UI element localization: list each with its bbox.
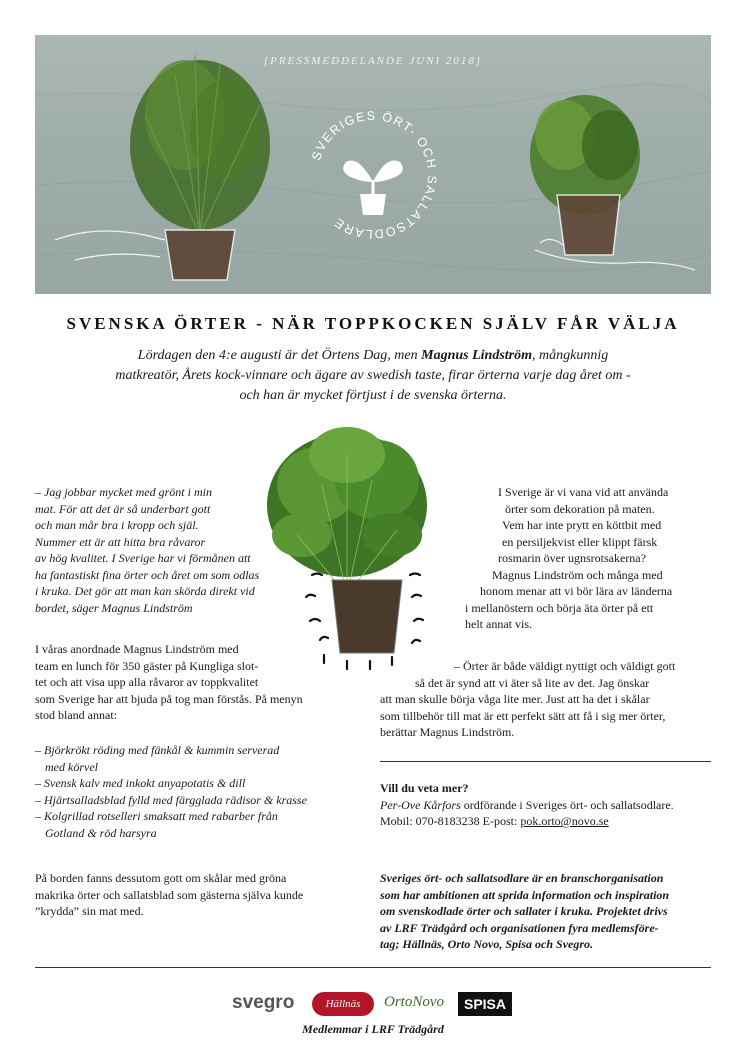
menu-item-text: – Björkrökt röding med fänkål & kummin serverad bbox=[35, 743, 280, 757]
sprout-icon bbox=[343, 161, 403, 215]
menu-item-text: med körvel bbox=[45, 759, 98, 774]
text-line: ha fantastiskt fina örter och året om som odlas bbox=[35, 567, 260, 582]
text-line: berättar Magnus Lindström. bbox=[380, 725, 515, 739]
text-line: tet och att visa upp alla råvaror av toppkvalitet bbox=[35, 675, 259, 689]
menu-list bbox=[35, 742, 365, 841]
text-line: Magnus Lindström och många med bbox=[492, 567, 663, 582]
logo-circular-text: SVERIGES ÖRT- OCH SALLATSODLARE bbox=[309, 108, 440, 242]
text-line: en persiljekvist eller klippt färsk bbox=[502, 534, 658, 549]
herb-plant-image bbox=[530, 95, 695, 270]
email-link[interactable]: pok.orto@novo.se bbox=[520, 814, 609, 828]
svegro-logo: svegro bbox=[232, 992, 295, 1013]
about-block bbox=[380, 870, 711, 953]
spisa-logo-text: SPISA bbox=[463, 996, 506, 1012]
association-logo bbox=[298, 100, 448, 250]
text-line: som har ambitionen att sprida information och inspiration bbox=[380, 887, 670, 902]
headline: SVENSKA ÖRTER - NÄR TOPPKOCKEN SJÄLV FÅR VÄLJA bbox=[66, 314, 680, 333]
hallnas-logo bbox=[312, 992, 374, 1016]
text-line: om svenskodlade örter och sallater i kruka. Projektet drivs bbox=[380, 904, 668, 918]
divider bbox=[380, 761, 711, 762]
menu-item-text: Gotland & röd harsyra bbox=[45, 825, 157, 840]
text-line: Sveriges ört- och sallatsodlare är en branschorganisation bbox=[380, 871, 664, 885]
text-line: som Sverige har att bjuda på tog man förstås. På menyn bbox=[35, 691, 303, 706]
left-paragraph-bowls bbox=[35, 870, 365, 920]
text-line: ”krydda” sin mat med. bbox=[35, 904, 144, 918]
right-paragraph-quote bbox=[380, 658, 711, 741]
text-line: team en lunch för 350 gäster på Kungliga slot- bbox=[35, 658, 259, 673]
menu-item-text: – Svensk kalv med inkokt anyapotatis & dill bbox=[35, 776, 246, 790]
spisa-logo bbox=[458, 992, 512, 1016]
text-line: tag; Hällnäs, Orto Novo, Spisa och Svegro. bbox=[380, 937, 594, 951]
lead-name: Magnus Lindström bbox=[421, 348, 532, 363]
text-line: mat. För att det är så underbart gott bbox=[35, 501, 211, 516]
text-line: På borden fanns dessutom gott om skålar med gröna bbox=[35, 871, 287, 885]
text-line: I våras anordnade Magnus Lindström med bbox=[35, 642, 239, 656]
text-line: stod bland annat: bbox=[35, 708, 117, 722]
member-logos bbox=[0, 990, 746, 1020]
text-line: rosmarin över ugnsrotsakerna? bbox=[498, 551, 646, 565]
contact-person bbox=[380, 797, 711, 814]
text-line: som tillbehör till mat är ett perfekt sätt att få i sig mer örter, bbox=[380, 708, 666, 723]
text-line: I Sverige är vi vana vid att använda bbox=[498, 485, 669, 499]
lead-line-3: och han är mycket förtjust i de svenska örterna. bbox=[239, 388, 507, 403]
contact-phone-email bbox=[380, 813, 711, 830]
text-line: av LRF Trädgård och organisationen fyra medlemsföre- bbox=[380, 920, 659, 935]
text-line: – Jag jobbar mycket med grönt i min bbox=[35, 485, 212, 499]
contact-heading: Vill du veta mer? bbox=[380, 781, 469, 795]
text-line: örter som dekoration på maten. bbox=[505, 501, 655, 516]
press-release-label: [PRESSMEDDELANDE JUNI 2018] bbox=[263, 55, 483, 67]
text-line: Vem har inte prytt en köttbit med bbox=[502, 518, 662, 532]
footer-caption: Medlemmar i LRF Trädgård bbox=[302, 1022, 444, 1036]
hallnas-logo-text: Hällnäs bbox=[325, 998, 361, 1010]
contact-role: ordförande i Sveriges ört- och sallatsodlare. bbox=[460, 797, 674, 812]
right-paragraph-intro bbox=[380, 484, 711, 633]
text-line: makrika örter och sallatsblad som gästerna själva kunde bbox=[35, 887, 304, 902]
lead-paragraph bbox=[80, 346, 666, 406]
bottom-divider bbox=[35, 967, 711, 968]
lead-line-2: matkreatör, Årets kock-vinnare och ägare av swedish taste, firar örterna varje dag året om - bbox=[115, 368, 631, 383]
text-line: i mellanöstern och börja äta örter på ett bbox=[465, 600, 654, 615]
text-line: så det är synd att vi äter så lite av det. Jag önskar bbox=[415, 675, 650, 690]
contact-phone: Mobil: 070-8183238 E-post: bbox=[380, 814, 521, 828]
svg-text:SVERIGES ÖRT- OCH SALLATSODLAR bbox=[309, 109, 439, 241]
text-line: att man skulle börja våga lite mer. Just att ha det i skålar bbox=[380, 692, 650, 706]
contact-name: Per-Ove Kårfors bbox=[380, 797, 461, 812]
menu-item bbox=[35, 775, 365, 792]
ortonovo-logo: OrtoNovo bbox=[384, 994, 444, 1010]
menu-item-text: – Kolgrillad rotselleri smaksatt med rabarber från bbox=[35, 809, 278, 823]
text-line: bordet, säger Magnus Lindström bbox=[35, 600, 193, 615]
text-line: helt annat vis. bbox=[465, 617, 532, 631]
lead-text: , mångkunnig bbox=[532, 348, 609, 363]
menu-item bbox=[35, 742, 365, 775]
text-line: i kruka. Det gör att man kan skörda direkt vid bbox=[35, 584, 255, 598]
menu-item bbox=[35, 792, 365, 809]
text-line: och man mår bra i kropp och själ. bbox=[35, 518, 199, 532]
text-line: – Örter är både väldigt nyttigt och väldigt gott bbox=[454, 659, 676, 673]
left-paragraph-lunch bbox=[35, 641, 365, 724]
hero-banner bbox=[35, 35, 711, 294]
dill-plant-image bbox=[55, 55, 270, 280]
text-line: honom menar att vi bör lära av länderna bbox=[480, 584, 673, 598]
text-line: Nummer ett är att hitta bra råvaror bbox=[35, 534, 206, 549]
lead-text: Lördagen den 4:e augusti är det Örtens Dag, men bbox=[137, 348, 422, 363]
menu-item bbox=[35, 808, 365, 841]
lead-line-1 bbox=[80, 346, 666, 366]
text-line: av hög kvalitet. I Sverige har vi förmånen att bbox=[35, 551, 251, 565]
left-quote-block bbox=[35, 484, 285, 616]
menu-item-text: – Hjärtsalladsblad fylld med färgglada rädisor & krasse bbox=[35, 792, 307, 807]
contact-block bbox=[380, 780, 711, 830]
